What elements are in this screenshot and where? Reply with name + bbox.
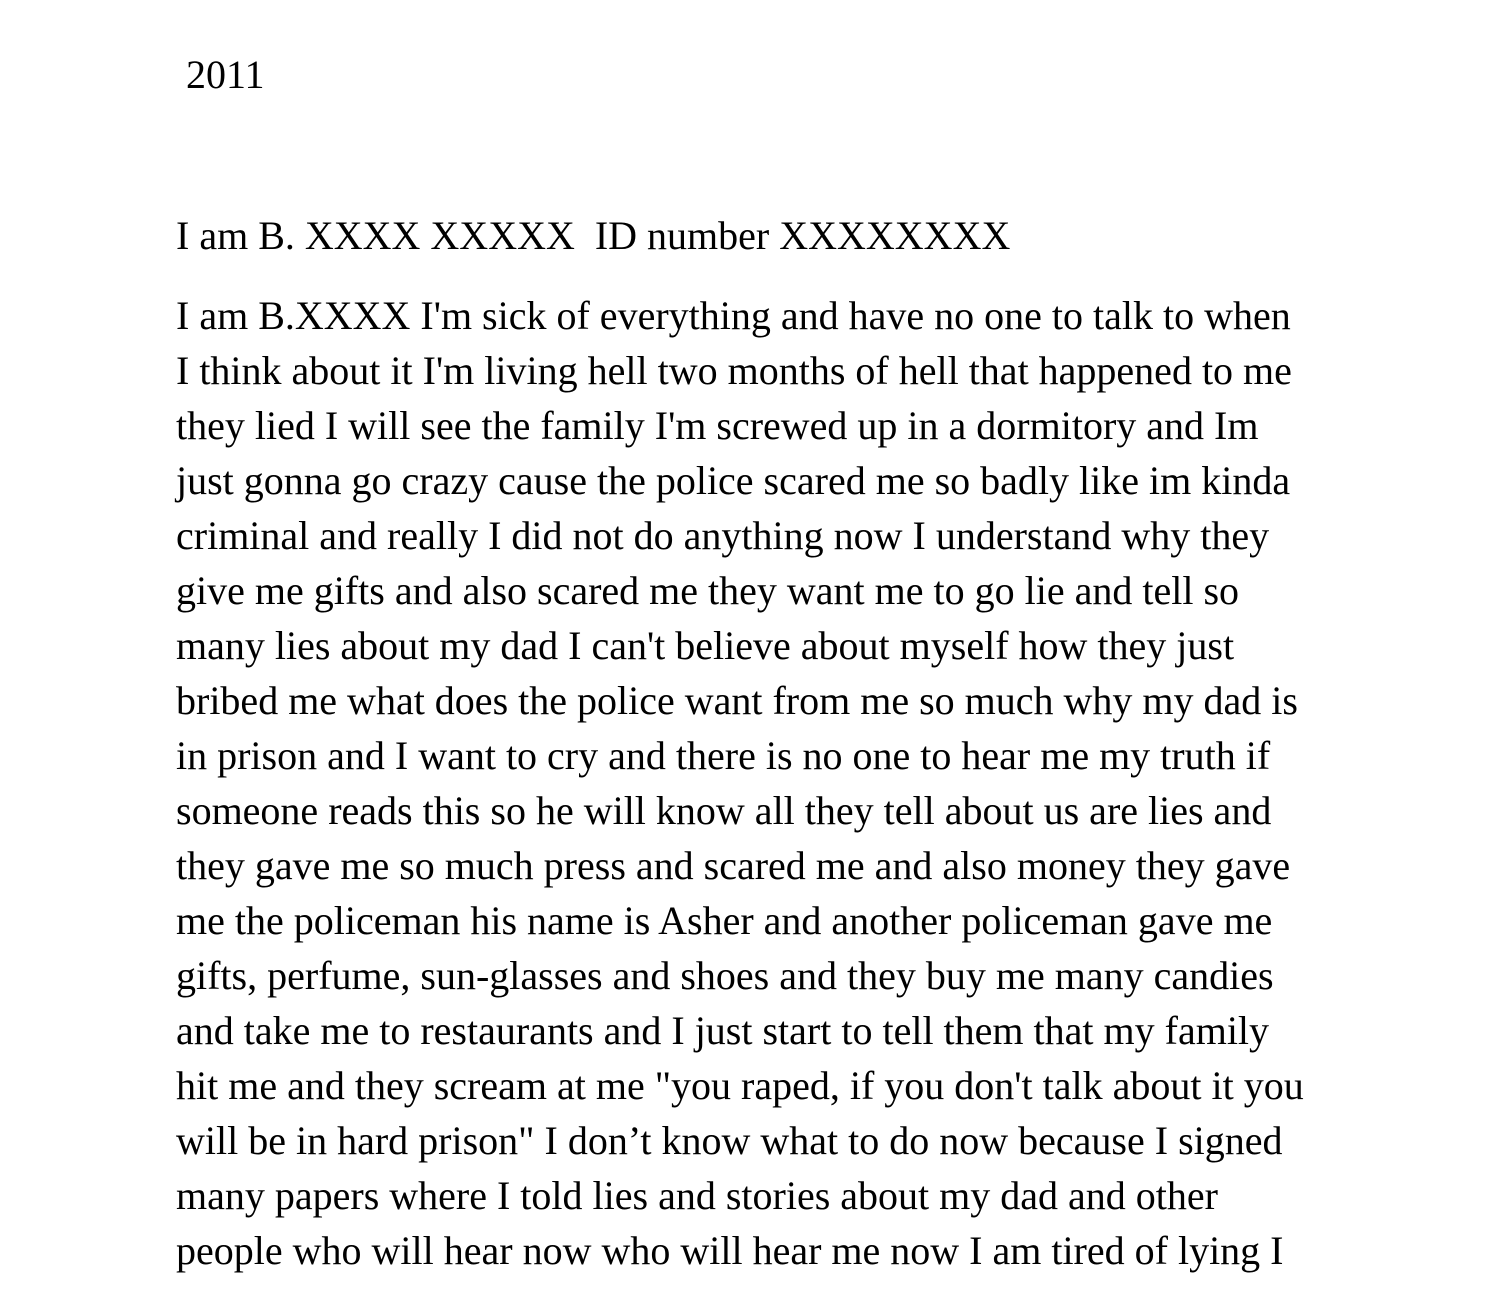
letter-line: I think about it I'm living hell two months of hell that happened to me [176,348,1292,393]
letter-line: just gonna go crazy cause the police scared me so badly like im kinda [176,458,1291,503]
letter-line: in prison and I want to cry and there is no one to hear me my truth if [176,733,1271,778]
letter-line: many lies about my dad I can't believe about myself how they just [176,623,1235,668]
letter-line: hit me and they scream at me "you raped, if you don't talk about it you [176,1063,1304,1108]
letter-line: bribed me what does the police want from me so much why my dad is [176,678,1298,723]
letter-line: people who will hear now who will hear me now I am tired of lying I [176,1228,1284,1273]
letter-line: give me gifts and also scared me they want me to go lie and tell so [176,568,1240,613]
letter-line: someone reads this so he will know all they tell about us are lies and [176,788,1272,833]
letter-line: gifts, perfume, sun-glasses and shoes and they buy me many candies [176,953,1274,998]
letter-line: criminal and really I did not do anything now I understand why they [176,513,1270,558]
letter-line: will be in hard prison" I don’t know what to do now because I signed [176,1118,1283,1163]
letter-line: me the policeman his name is Asher and another policeman gave me [176,898,1273,943]
letter-line: many papers where I told lies and stories about my dad and other [176,1173,1218,1218]
letter-body [176,293,1476,1283]
letter-line: they lied I will see the family I'm screwed up in a dormitory and Im [176,403,1259,448]
letter-line: they gave me so much press and scared me and also money they gave [176,843,1291,888]
letter-line: I am B.XXXX I'm sick of everything and have no one to talk to when [176,293,1291,338]
letter-line: and take me to restaurants and I just start to tell them that my family [176,1008,1270,1053]
document-year: 2011 [186,52,265,97]
identification-line: I am B. XXXX XXXXX ID number XXXXXXXX [176,213,1011,258]
